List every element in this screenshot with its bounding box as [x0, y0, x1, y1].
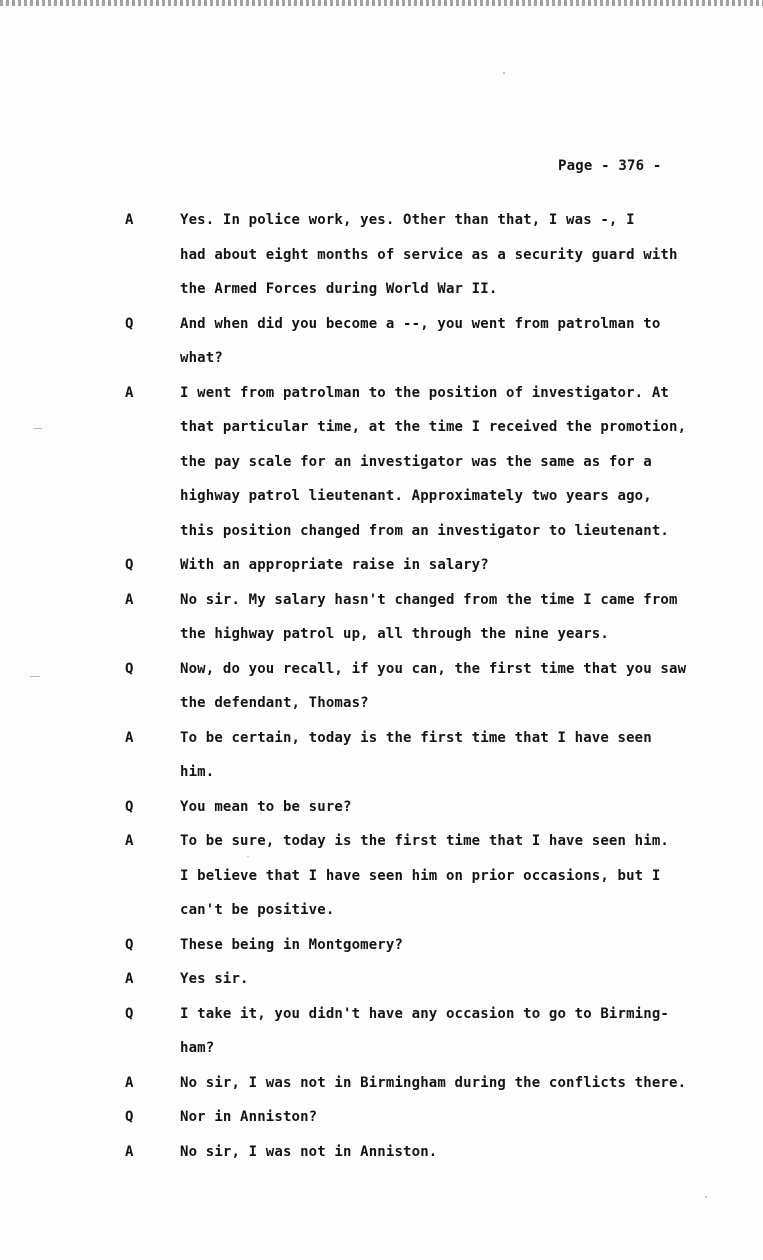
transcript-entry: [0, 1135, 763, 1170]
speaker-label: A: [125, 212, 134, 228]
scan-top-edge: [0, 0, 763, 6]
transcript-entry: [0, 583, 763, 652]
transcript-line: To be sure, today is the first time that I have seen him.: [180, 833, 669, 849]
scan-speck: [705, 1196, 707, 1198]
transcript-line: And when did you become a --, you went from patrolman to: [180, 315, 661, 332]
transcript-line: highway patrol lieutenant. Approximately two years ago,: [180, 488, 652, 504]
transcript-line: I believe that I have seen him on prior occasions, but I: [180, 867, 661, 884]
transcript-line: him.: [180, 764, 215, 780]
transcript-line: Nor in Anniston?: [180, 1109, 318, 1125]
transcript-entry: [0, 652, 763, 721]
transcript-line: the Armed Forces during World War II.: [180, 281, 498, 297]
speaker-label: A: [125, 384, 134, 401]
transcript-entry: [0, 1100, 763, 1135]
transcript-line: that particular time, at the time I received the promotion,: [180, 419, 687, 435]
transcript-line: You mean to be sure?: [180, 798, 352, 815]
transcript-line: can't be positive.: [180, 902, 335, 918]
speaker-label: A: [125, 591, 134, 608]
transcript-entry: [0, 376, 763, 549]
transcript-line: had about eight months of service as a security guard with: [180, 246, 678, 263]
speaker-label: A: [125, 1074, 134, 1091]
transcript-line: With an appropriate raise in salary?: [180, 557, 489, 573]
transcript-entry: [0, 548, 763, 583]
transcript-line: the pay scale for an investigator was the same as for a: [180, 453, 652, 470]
scan-speck: [503, 72, 505, 74]
transcript-line: I went from patrolman to the position of investigator. At: [180, 384, 669, 401]
transcript-line: No sir, I was not in Birmingham during the conflicts there.: [180, 1074, 687, 1091]
transcript-entry: [0, 928, 763, 963]
transcript-line: ham?: [180, 1040, 215, 1056]
speaker-label: Q: [125, 660, 134, 677]
speaker-label: Q: [125, 557, 134, 573]
transcript-line: Yes. In police work, yes. Other than that, I was -, I: [180, 212, 635, 228]
speaker-label: A: [125, 833, 134, 849]
speaker-label: A: [125, 1143, 134, 1160]
speaker-label: Q: [125, 1005, 134, 1022]
speaker-label: Q: [125, 1109, 134, 1125]
page-number: Page - 376 -: [558, 158, 662, 174]
transcript-line: what?: [180, 350, 223, 366]
scan-speck: [30, 676, 40, 677]
transcript-entry: [0, 721, 763, 790]
transcript-line: No sir. My salary hasn't changed from the time I came from: [180, 591, 678, 608]
transcript-line: To be certain, today is the first time that I have seen: [180, 729, 652, 746]
speaker-label: A: [125, 971, 134, 987]
transcript-line: this position changed from an investigator to lieutenant.: [180, 522, 669, 539]
transcript-line: the highway patrol up, all through the nine years.: [180, 626, 609, 642]
transcript-entry: [0, 203, 763, 307]
scan-speck: [247, 856, 249, 857]
transcript-entry: [0, 790, 763, 825]
transcript-entry: [0, 962, 763, 997]
transcript-line: These being in Montgomery?: [180, 936, 404, 953]
transcript-line: Yes sir.: [180, 971, 249, 987]
transcript-line: the defendant, Thomas?: [180, 695, 369, 711]
transcript-entry: [0, 824, 763, 928]
speaker-label: Q: [125, 798, 134, 815]
transcript-entry: [0, 1066, 763, 1101]
scan-speck: [34, 428, 42, 429]
transcript-body: [0, 203, 763, 1169]
transcript-line: Now, do you recall, if you can, the first time that you saw: [180, 660, 687, 677]
transcript-entry: [0, 307, 763, 376]
transcript-entry: [0, 997, 763, 1066]
transcript-line: No sir, I was not in Anniston.: [180, 1143, 438, 1160]
speaker-label: Q: [125, 315, 134, 332]
transcript-line: I take it, you didn't have any occasion to go to Birming-: [180, 1005, 669, 1022]
speaker-label: Q: [125, 936, 134, 953]
speaker-label: A: [125, 729, 134, 746]
